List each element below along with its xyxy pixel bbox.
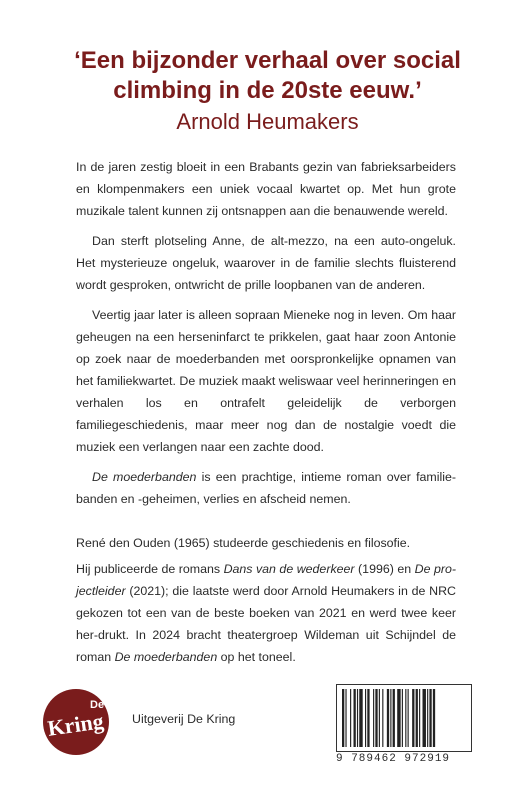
blurb-paragraph-1: In de jaren zestig bloeit in een Brabants gezin van fabrieksarbeiders en klompenmakers een uniek vocaal kwartet op. Met hun grote muzikale talent kunnen zij ontsnappen aan die benauwende wereld. (76, 160, 456, 218)
barcode-bar (416, 689, 418, 747)
barcode-bar (429, 689, 431, 747)
logo-text-top: De (90, 699, 105, 711)
author-bio (76, 532, 456, 668)
quote-line-2: climbing in de 20ste eeuw.’ (113, 77, 422, 104)
barcode-bar (382, 689, 383, 747)
blurb-paragraph-4-text: is een prachtige, intieme roman over familie-banden en -geheimen, verlies en afscheid nemen. (76, 470, 456, 506)
bio-book-2: De pro-jectleider (76, 562, 456, 598)
barcode-bar (423, 689, 426, 747)
bio-text-b: (1996) en (354, 562, 415, 576)
barcode-bar (387, 689, 389, 747)
barcode-bar (433, 689, 435, 747)
bio-paragraph-2 (76, 558, 456, 668)
barcode-bar (412, 689, 414, 747)
barcode-bar (354, 689, 356, 747)
barcode-digits: 9 789462 972919 (336, 753, 451, 765)
publisher-name: Uitgeverij De Kring (132, 712, 236, 726)
quote-author: Arnold Heumakers (176, 109, 359, 134)
bio-book-1: Dans van de wederkeer (223, 562, 355, 576)
blurb-paragraph-2: Dan sterft plotseling Anne, de alt-mezzo, na een auto-ongeluk. Het mysterieuze ongeluk, waarover in de familie slechts fluisterend wordt gesproken, ontwricht de prille loopbanen van de anderen. (76, 234, 456, 292)
quote-line-1: ‘Een bijzonder verhaal over social (74, 47, 461, 74)
bio-text-d: op het toneel. (217, 650, 296, 664)
barcode-bar (373, 689, 374, 747)
barcode-bar (375, 689, 377, 747)
barcode-bar (408, 689, 409, 747)
barcode-bar (390, 689, 391, 747)
barcode-bar (350, 689, 351, 747)
publisher-logo (42, 688, 110, 756)
bio-text-c: (2021); die laatste werd door Arnold Heumakers in de NRC gekozen tot een van de beste boeken van 2021 en werd twee keer her-drukt. In 2024 bracht theatergroep Wildeman uit Schijndel de roman (76, 584, 456, 664)
barcode-bar (402, 689, 403, 747)
barcode-bar (419, 689, 420, 747)
bio-text-a: Hij publiceerde de romans (76, 562, 224, 576)
back-cover-quote (60, 46, 475, 136)
barcode-box (336, 684, 472, 752)
book-blurb (76, 156, 456, 510)
isbn-barcode (336, 684, 472, 768)
barcode-bar (397, 689, 400, 747)
quote-text (60, 46, 475, 106)
barcode-bar (359, 689, 362, 747)
logo-text-main: Kring (45, 708, 106, 741)
barcode-bar (365, 689, 366, 747)
bio-paragraph-1: René den Ouden (1965) studeerde geschiedenis en filosofie. (76, 536, 411, 550)
barcode-bar (342, 689, 344, 747)
bio-book-3: De moederbanden (114, 650, 218, 664)
barcode-bars (341, 689, 469, 747)
publisher-logo-icon (42, 688, 110, 756)
barcode-bar (427, 689, 428, 747)
book-title: De moederbanden (92, 470, 197, 484)
barcode-bar (345, 689, 346, 747)
blurb-paragraph-4 (76, 466, 456, 510)
barcode-bar (393, 689, 395, 747)
barcode-bar (405, 689, 406, 747)
barcode-bar (357, 689, 358, 747)
barcode-bar (367, 689, 369, 747)
barcode-bar (379, 689, 380, 747)
blurb-paragraph-3: Veertig jaar later is alleen sopraan Mieneke nog in leven. Om haar geheugen na een herseninfarct te prikkelen, gaat haar zoon Antonie op zoek naar de moederbanden met oorspronkelijke opnamen van het familiekwartet. De muziek maakt weliswaar veel herinneringen en verhalen los en ontrafelt geleidelijk de verborgen familiegeschiedenis, maar meer nog dan de nostalgie voedt die muziek een verlangen naar een zachte dood. (76, 308, 456, 454)
